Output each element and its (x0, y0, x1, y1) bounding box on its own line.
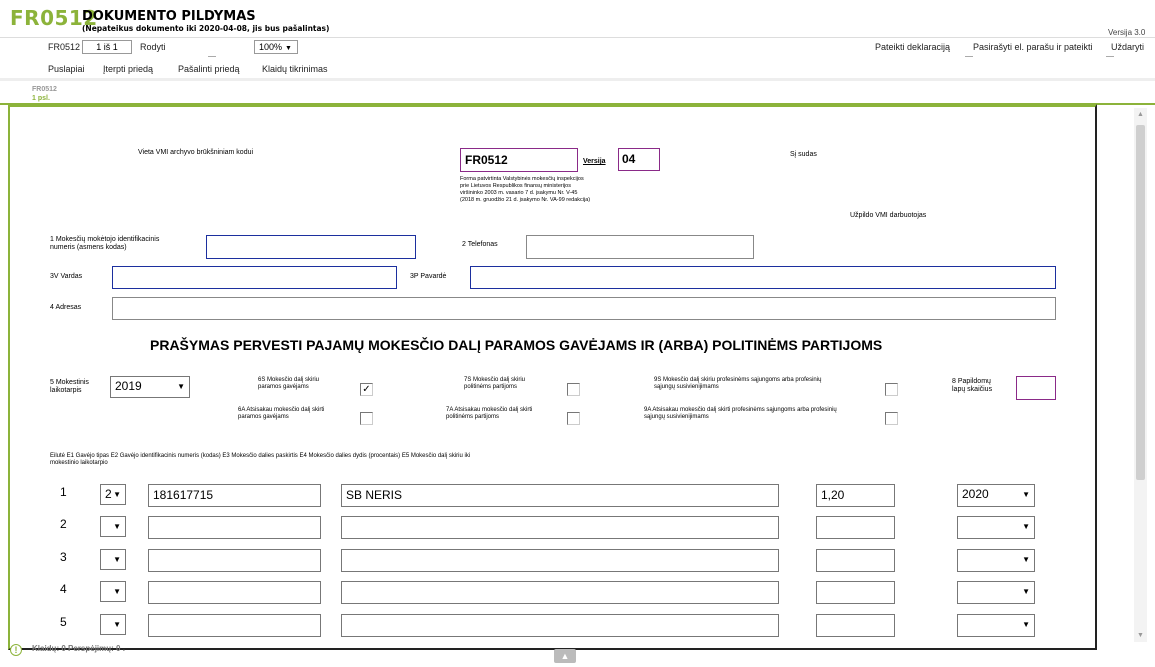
field-3p-label: 3P Pavardė (410, 273, 447, 280)
form-code-title: FR0512 (10, 6, 98, 30)
percent-input[interactable] (816, 516, 895, 539)
tax-period-value: 2019 (115, 379, 142, 393)
percent-input[interactable] (816, 549, 895, 572)
page-tab-number[interactable]: 1 psl. (32, 95, 50, 102)
row-number: 2 (60, 517, 67, 531)
field-9s-checkbox[interactable] (885, 383, 898, 396)
recipient-code-input[interactable] (148, 549, 321, 572)
sign-and-submit-button[interactable]: Pasirašyti el. parašu ir pateikti (973, 42, 1093, 52)
recipient-type-select[interactable] (100, 614, 126, 635)
field-3v-label: 3V Vardas (50, 273, 83, 280)
pages-button[interactable]: Puslapiai (48, 64, 85, 74)
chevron-down-icon: ▼ (1022, 555, 1030, 564)
separator (208, 56, 216, 57)
view-label: Rodyti (140, 42, 166, 52)
remove-attachment-button[interactable]: Pašalinti priedą (178, 64, 240, 74)
field-9s-label: 9S Mokesčio dalį skiriu profesinėms sąjungoms arba profesinių sąjungų susivienijimams (654, 377, 822, 390)
scroll-up-icon[interactable]: ▲ (1137, 111, 1144, 118)
tax-period-select[interactable] (110, 376, 190, 398)
chevron-down-icon: ▼ (1022, 522, 1030, 531)
field-6s-label: 6S Mokesčio dalį skiriu paramos gavėjams (258, 377, 320, 390)
status-text: Klaidų: 0 Perspėjimų: 0 . (32, 644, 125, 653)
row-number: 5 (60, 615, 67, 629)
chevron-down-icon: ▼ (113, 587, 121, 596)
zoom-select[interactable] (254, 40, 298, 54)
recipient-code-input[interactable] (148, 581, 321, 604)
extra-pages-input[interactable] (1016, 376, 1056, 400)
recipient-type-select[interactable] (100, 484, 126, 505)
chevron-down-icon: ▼ (1022, 620, 1030, 629)
page-indicator-field[interactable]: 1 iš 1 (82, 40, 132, 54)
scroll-to-top-button[interactable]: ▲ (554, 649, 576, 663)
recipient-type-select[interactable] (100, 516, 126, 537)
until-period-select[interactable] (957, 516, 1035, 539)
approval-text: Forma patvirtinta Valstybinės mokesčių inspekcijos prie Lietuvos Respublikos finansų ministerijos viršininko 2003 m. vasario 7 d. įsakymu Nr. V-45 (2018 m. gruodžio 21 d. įsakymo Nr. VA-99 redakcija) (460, 176, 591, 203)
archive-barcode-label: Vieta VMI archyvo brūkšniniam kodui (138, 149, 254, 156)
version-label: Versija (583, 158, 606, 165)
app-version: Versija 3.0 (1108, 28, 1146, 37)
page-tab-name[interactable]: FR0512 (32, 86, 57, 93)
insert-attachment-button[interactable]: Įterpti priedą (103, 64, 154, 74)
field-9a-checkbox[interactable] (885, 412, 898, 425)
scroll-down-icon[interactable]: ▼ (1137, 632, 1144, 639)
recipient-code-input[interactable] (148, 516, 321, 539)
divider (0, 78, 1155, 81)
until-period-value: 2020 (962, 487, 989, 501)
recipient-code-input[interactable] (148, 614, 321, 637)
divider (0, 37, 1155, 38)
chevron-down-icon: ▼ (113, 522, 121, 531)
recipient-type-value: 2 (105, 487, 112, 501)
until-period-select[interactable] (957, 549, 1035, 572)
sj-label: Sį sudas (790, 151, 817, 158)
percent-input[interactable] (816, 581, 895, 604)
chevron-down-icon: ▼ (177, 382, 185, 391)
last-name-input[interactable] (470, 266, 1056, 289)
field-7s-checkbox[interactable] (567, 383, 580, 396)
purpose-input[interactable]: SB NERIS (341, 484, 779, 507)
percent-input[interactable] (816, 614, 895, 637)
app-header (0, 0, 1155, 40)
field-7s-label: 7S Mokesčio dalį skiriu politinėms partijoms (464, 377, 526, 390)
until-period-select[interactable] (957, 614, 1035, 637)
address-input[interactable] (112, 297, 1056, 320)
field-7a-checkbox[interactable] (567, 412, 580, 425)
table-header: Eilutė E1 Gavėjo tipas E2 Gavėjo identifikacinis numeris (kodas) E3 Mokesčio dalies paskirtis E4 Mokesčio dalies dydis (procentais) E5 Mokesčio dalį skiriu iki mokestinio laikotarpio (50, 453, 471, 466)
chevron-down-icon: ▼ (113, 620, 121, 629)
first-name-input[interactable] (112, 266, 397, 289)
submit-declaration-button[interactable]: Pateikti deklaraciją (875, 42, 951, 52)
until-period-select[interactable] (957, 484, 1035, 507)
document-title: DOKUMENTO PILDYMAS (82, 9, 256, 24)
close-button[interactable]: Uždaryti (1111, 42, 1145, 52)
chevron-down-icon: ▼ (113, 555, 121, 564)
purpose-input[interactable] (341, 614, 779, 637)
toolbar-form-label: FR0512 (48, 42, 81, 52)
info-icon: ! (10, 644, 22, 656)
row-number: 4 (60, 582, 67, 596)
field-8-label: 8 Papildomų lapų skaičius (952, 378, 993, 393)
field-1-label: 1 Mokesčių mokėtojo identifikacinis numeris (asmens kodas) (50, 236, 160, 251)
chevron-down-icon: ▼ (285, 45, 292, 52)
recipient-code-input[interactable]: 181617715 (148, 484, 321, 507)
row-number: 1 (60, 485, 67, 499)
version-field: 04 (618, 148, 660, 171)
document-subtitle: (Nepateikus dokumento iki 2020-04-08, jis bus pašalintas) (82, 24, 330, 33)
field-9a-label: 9A Atsisakau mokesčio dalį skirti profesinėms sąjungoms arba profesinių sąjungų susivienijimams (644, 407, 837, 420)
percent-input[interactable]: 1,20 (816, 484, 895, 507)
field-6s-checkbox[interactable]: ✓ (360, 383, 373, 396)
field-6a-checkbox[interactable] (360, 412, 373, 425)
form-code-field: FR0512 (460, 148, 578, 172)
taxpayer-id-input[interactable] (206, 235, 416, 259)
purpose-input[interactable] (341, 581, 779, 604)
vmi-fill-label: Užpildo VMI darbuotojas (850, 212, 927, 219)
until-period-select[interactable] (957, 581, 1035, 604)
purpose-input[interactable] (341, 516, 779, 539)
chevron-down-icon: ▼ (1022, 490, 1030, 499)
field-4-label: 4 Adresas (50, 304, 82, 311)
recipient-type-select[interactable] (100, 549, 126, 570)
chevron-down-icon: ▼ (113, 490, 121, 499)
row-number: 3 (60, 550, 67, 564)
main-form-title: PRAŠYMAS PERVESTI PAJAMŲ MOKESČIO DALĮ PARAMOS GAVĖJAMS IR (ARBA) POLITINĖMS PARTIJOMS (150, 337, 883, 353)
check-errors-button[interactable]: Klaidų tikrinimas (262, 64, 328, 74)
field-7a-label: 7A Atsisakau mokesčio dalį skirti politinėms partijoms (446, 407, 533, 420)
scrollbar-thumb[interactable] (1136, 125, 1145, 480)
zoom-value: 100% (259, 42, 283, 52)
separator (1106, 56, 1114, 57)
field-2-label: 2 Telefonas (462, 241, 498, 248)
field-5-label: 5 Mokestinis laikotarpis (50, 379, 89, 394)
recipient-type-select[interactable] (100, 581, 126, 602)
field-6a-label: 6A Atsisakau mokesčio dalį skirti paramos gavėjams (238, 407, 325, 420)
purpose-input[interactable] (341, 549, 779, 572)
separator (965, 56, 973, 57)
phone-input[interactable] (526, 235, 754, 259)
chevron-down-icon: ▼ (1022, 587, 1030, 596)
